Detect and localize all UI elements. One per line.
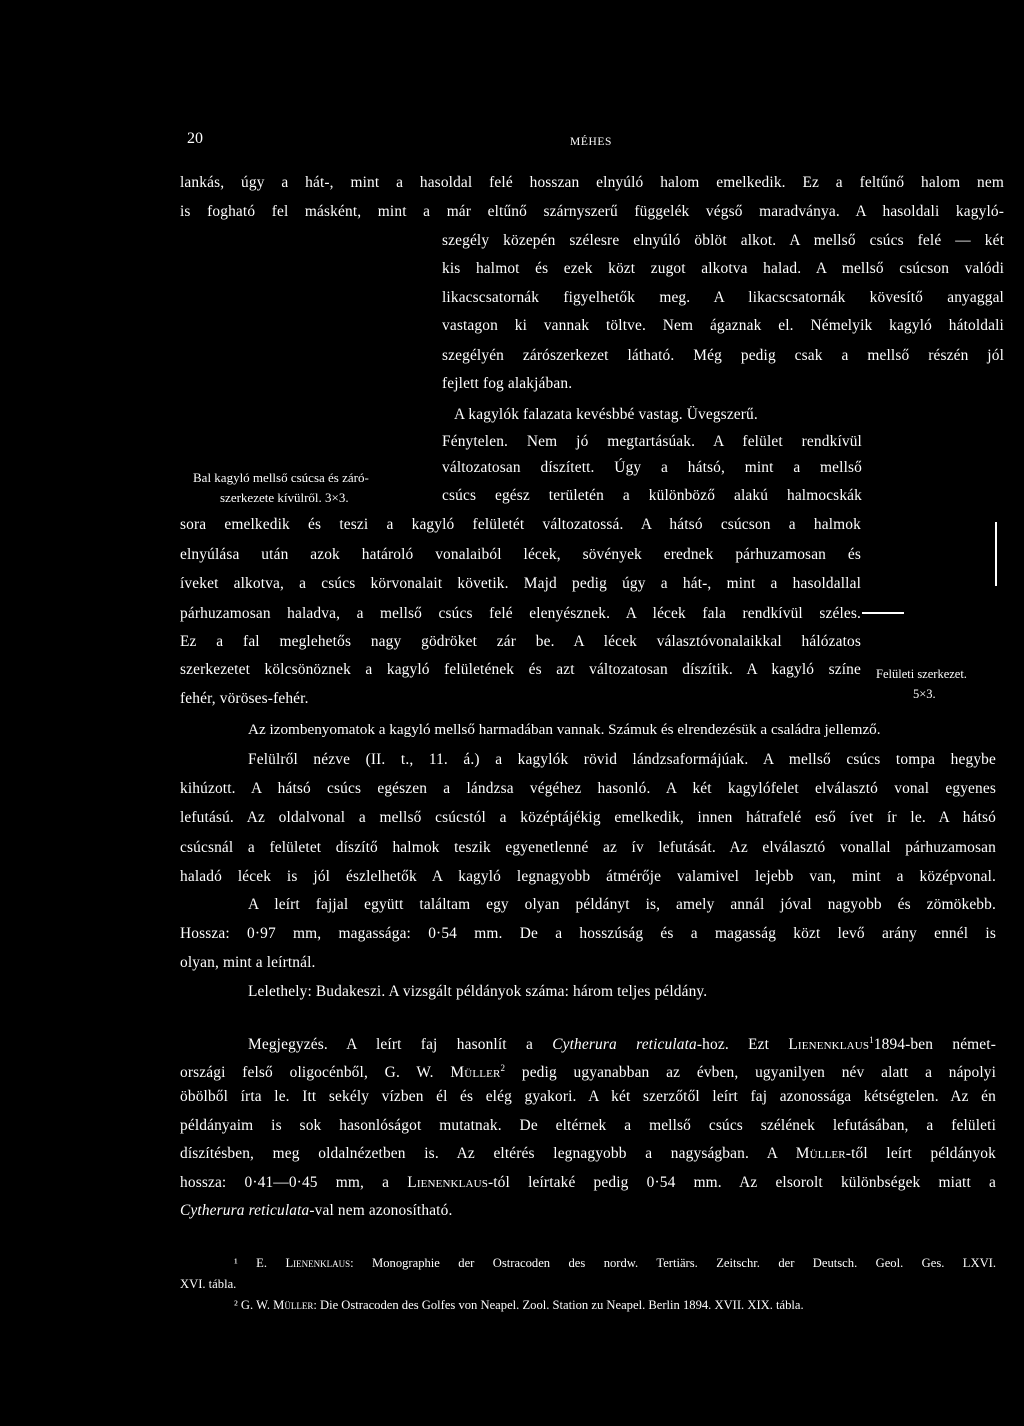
text-line: olyan, mint a leírtnál.	[180, 954, 316, 971]
note-line	[180, 1173, 996, 1193]
text-line: Ez a fal meglehetős nagy gödröket zár be. A lécek választóvonalaikkal hálózatos	[180, 633, 861, 650]
author-name: Lienenklaus	[407, 1174, 488, 1191]
scale-bar-horizontal	[862, 612, 904, 614]
text: -hoz. Ezt	[696, 1036, 789, 1054]
footnote-2	[234, 1296, 804, 1314]
footnote-marker: ¹	[234, 1256, 238, 1270]
author-name: Müller	[273, 1298, 314, 1312]
author-name: Müller	[450, 1064, 501, 1082]
text: : Monographie der Ostracoden des nordw. Tertiärs. Zeitschr. der Deutsch. Geol. Ges. LXVI.	[350, 1256, 997, 1270]
text: Megjegyzés. A leírt faj hasonlít a	[248, 1036, 553, 1054]
note-line: példányaim is sok hasonlóságot mutatnak. De eltérnek a mellső csúcs szélének lefutásában, a felületi	[180, 1117, 996, 1134]
taxon-name: Cytherura reticulata	[180, 1202, 310, 1219]
author-name: Müller	[795, 1145, 846, 1162]
footnote-1-continued: XVI. tábla.	[180, 1277, 237, 1291]
note-line	[180, 1144, 996, 1164]
author-name: Lienenklaus	[285, 1256, 351, 1270]
page-number: 20	[187, 130, 203, 147]
caption-line: szerkezete kívülről. 3×3.	[220, 490, 349, 505]
text-line: csúcsnál a felületet díszítő halmok teszik egyenetlenné az ív lefutását. Az elválasztó vonallal párhuzamosan	[180, 839, 996, 856]
taxon-name: Cytherura reticulata	[552, 1036, 697, 1054]
text-line: elnyúlása után azok határoló vonalaiból lécek, sövények erednek párhuzamosan és	[180, 546, 861, 563]
text-line: likacscsatornák figyelhetők meg. A likacscsatornák kövesítő anyaggal	[442, 289, 1004, 306]
text-line: haladó lécek is jól észlelhetők A kagyló legnagyobb átmérője valamivel lejebb van, mint a középvonal.	[180, 868, 996, 885]
text: -tól leírtaké pedig 0·54 mm. Az elsorolt különbségek miatt a	[487, 1174, 997, 1191]
text-line: lankás, úgy a hát-, mint a hasoldal felé hosszan elnyúló halom emelkedik. Ez a feltűnő halom nem	[180, 174, 1004, 191]
text: díszítésben, meg oldalnézetben is. Az eltérés legnagyobb a nagyságban. A	[180, 1145, 796, 1162]
text-line: A kagylók falazata kevésbbé vastag. Üvegszerű.	[454, 406, 758, 423]
footnote-1	[234, 1254, 996, 1272]
caption-line: Felületi szerkezet.	[876, 667, 967, 681]
text: pedig ugyanabban az évben, ugyanilyen név alatt a nápolyi	[505, 1064, 997, 1082]
text-line: szerkezetet kölcsönöznek a kagyló felületének és azt változatosan díszítik. A kagyló színe	[180, 661, 861, 678]
text-line: sora emelkedik és teszi a kagyló felületét változatossá. A hátsó csúcson a halmok	[180, 516, 861, 533]
text-line: párhuzamosan haladva, a mellső csúcs felé elenyésznek. A lécek fala rendkívül széles.	[180, 605, 861, 622]
author-name: Lienenklaus	[788, 1036, 870, 1054]
text-line: is fogható fel másként, mint a már eltűnő szárnyszerű függelék végső maradványa. A hasoldali kagyló-	[180, 203, 1004, 220]
footnote-ref: 1	[869, 1035, 874, 1045]
text-line: változatosan díszített. Úgy a hátsó, mint a mellső	[442, 459, 862, 476]
text-line: kihúzott. A hátsó csúcs egészen a lándzsa végéhez hasonló. A két kagylófelet elválasztó vonal egyenes	[180, 780, 996, 797]
text-line: Hossza: 0·97 mm, magassága: 0·54 mm. De a hosszúság és a magasság közt levő arány ennél is	[180, 925, 996, 942]
text-line: Fénytelen. Nem jó megtartásúak. A felület rendkívül	[442, 433, 862, 450]
text: -val nem azonosítható.	[309, 1202, 453, 1219]
note-line: öbölből írta le. Itt sekély vízben él és elég gyakori. A két szerzőtől leírt faj azonossága kétségtelen. Az én	[180, 1088, 996, 1105]
scale-bar-vertical	[995, 522, 997, 586]
text-line: fejlett fog alakjában.	[442, 375, 573, 392]
text-line: szegély közepén szélesre elnyúló öblöt alkot. A mellső csúcs felé — két	[442, 232, 1004, 249]
locality-line: Lelethely: Budakeszi. A vizsgált példányok száma: három teljes példány.	[248, 983, 708, 1000]
text: G. W.	[237, 1298, 274, 1312]
text-line: szegélyén zárószerkezet látható. Még pedig csak a mellső részén jól	[442, 347, 1004, 364]
text-line: vastagon ki vannak töltve. Nem ágaznak el. Némelyik kagyló hátoldali	[442, 317, 1004, 334]
text-line: Az izombenyomatok a kagyló mellső harmadában vannak. Számuk és elrendezésük a családra jellemző.	[248, 721, 881, 738]
footnote-marker: ²	[234, 1298, 238, 1312]
text: -től leírt példányok	[845, 1145, 997, 1162]
text: E.	[237, 1256, 286, 1270]
text: hossza: 0·41—0·45 mm, a	[180, 1174, 408, 1191]
text-line: csúcs egész területén a különböző alakú halmocskák	[442, 487, 862, 504]
note-line	[180, 1058, 996, 1083]
text-line: íveket alkotva, a csúcs körvonalait követik. Majd pedig úgy a hát-, mint a hasoldallal	[180, 575, 861, 592]
text-line: kis halmot és ezek közt zugot alkotva halad. A mellső csúcson valódi	[442, 260, 1004, 277]
caption-line: 5×3.	[913, 687, 936, 701]
text-line: A leírt fajjal együtt találtam egy olyan példányt is, amely annál jóval nagyobb és zömökebb.	[248, 896, 996, 913]
text-line: Felülről nézve (II. t., 11. á.) a kagylók rövid lándzsaformájúak. A mellső csúcs tompa hegybe	[248, 751, 996, 768]
text: 1894-ben német-	[873, 1036, 996, 1054]
footnote-ref: 2	[500, 1063, 506, 1073]
text-line: lefutású. Az oldalvonal a mellső csúcstól a középtájékig emelkedik, innen hátrafelé eső ívet ír le. A hátsó	[180, 809, 996, 826]
note-line	[180, 1201, 452, 1221]
text: országi felső oligocénből, G. W.	[180, 1064, 451, 1082]
caption-line: Bal kagyló mellső csúcsa és záró-	[193, 470, 369, 485]
note-line	[248, 1030, 996, 1055]
text: : Die Ostracoden des Golfes von Neapel. Zool. Station zu Neapel. Berlin 1894. XVII. XIX. tábla.	[313, 1298, 804, 1312]
running-title: MÉHES	[570, 136, 612, 148]
text-line: fehér, vöröses-fehér.	[180, 690, 309, 707]
